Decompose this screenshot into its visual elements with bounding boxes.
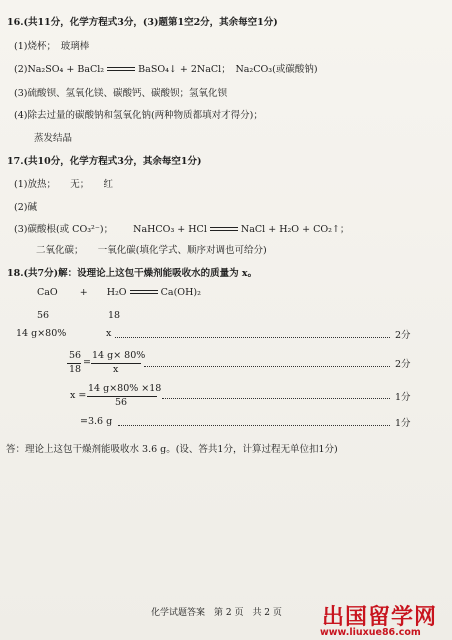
- q18-frac2-numerator: 14 g× 80%: [92, 350, 146, 361]
- dotted-leader: [144, 366, 390, 367]
- q16-line4: (4)除去过量的碳酸钠和氢氧化钠(两种物质都填对才得分)；: [14, 110, 263, 121]
- q16-line3: (3)硫酸钡、氢氧化镁、碳酸钙、碳酸钡；氢氧化钡: [14, 88, 227, 99]
- dotted-leader: [115, 337, 390, 338]
- q18-molar-mass-h2o: 18: [108, 310, 121, 321]
- q16-line1: (1)烧杯； 玻璃棒: [14, 41, 90, 52]
- equals-arrow-icon: [130, 290, 158, 296]
- dotted-leader: [118, 425, 390, 426]
- q18-given-mass: 14 g×80%: [16, 328, 67, 339]
- q18-score-1: 2分: [395, 330, 411, 341]
- q16-header: 16.(共11分，化学方程式3分，(3)题第1空2分，其余每空1分): [7, 17, 278, 28]
- q18-equation-left: CaO + H₂O: [37, 287, 127, 298]
- q17-line4: 二氧化碳； 一氧化碳(填化学式、顺序对调也可给分): [36, 245, 267, 256]
- q18-score-4: 1分: [395, 418, 411, 429]
- q18-equation-right: Ca(OH)₂: [160, 287, 201, 298]
- q17-line3-part-a: (3)碳酸根(或 CO₃²⁻)；: [14, 224, 114, 235]
- q18-frac3-denominator: 56: [115, 397, 128, 408]
- q16-line5: 蒸发结晶: [34, 133, 73, 144]
- q18-x-equals: x =: [70, 390, 87, 401]
- equals-arrow-icon: [210, 227, 238, 233]
- equals-arrow-icon: [107, 67, 135, 73]
- dotted-leader: [162, 398, 390, 399]
- q18-result: =3.6 g: [80, 416, 113, 427]
- q18-given-x: x: [106, 328, 112, 339]
- q17-equation-right: NaCl + H₂O + CO₂↑；: [240, 224, 350, 235]
- q18-frac3-numerator: 14 g×80% ×18: [88, 383, 162, 394]
- page-footer: 化学试题答案 第 2 页 共 2 页: [151, 608, 282, 618]
- q17-line3: [14, 223, 349, 236]
- watermark-url: www.liuxue86.com: [320, 627, 421, 638]
- q17-header: 17.(共10分，化学方程式3分，其余每空1分): [7, 156, 202, 167]
- q18-header: 18.(共7分)解：设理论上这包干燥剂能吸收水的质量为 x。: [7, 268, 258, 279]
- q18-equal-sign: =: [83, 357, 91, 368]
- q18-frac1-numerator: 56: [69, 350, 82, 361]
- q18-molar-mass-cao: 56: [37, 310, 50, 321]
- q16-equation-right: BaSO₄↓ + 2NaCl； Na₂CO₃(或碳酸钠): [138, 64, 318, 75]
- q18-frac2-denominator: x: [113, 364, 119, 375]
- q16-line2: [14, 63, 318, 76]
- q18-equation: [37, 286, 201, 299]
- q17-equation-left: NaHCO₃ + HCl: [133, 224, 207, 235]
- q18-frac1-denominator: 18: [69, 364, 82, 375]
- q18-score-3: 1分: [395, 392, 411, 403]
- q16-equation-left: (2)Na₂SO₄ + BaCl₂: [14, 64, 105, 75]
- q18-answer: 答：理论上这包干燥剂能吸收水 3.6 g。(设、答共1分，计算过程无单位扣1分): [6, 444, 338, 455]
- q18-score-2: 2分: [395, 359, 411, 370]
- watermark-logo: 出国留学网: [322, 605, 438, 630]
- q17-line1: (1)放热； 无； 红: [14, 179, 113, 190]
- q17-line2: (2)碱: [14, 202, 37, 213]
